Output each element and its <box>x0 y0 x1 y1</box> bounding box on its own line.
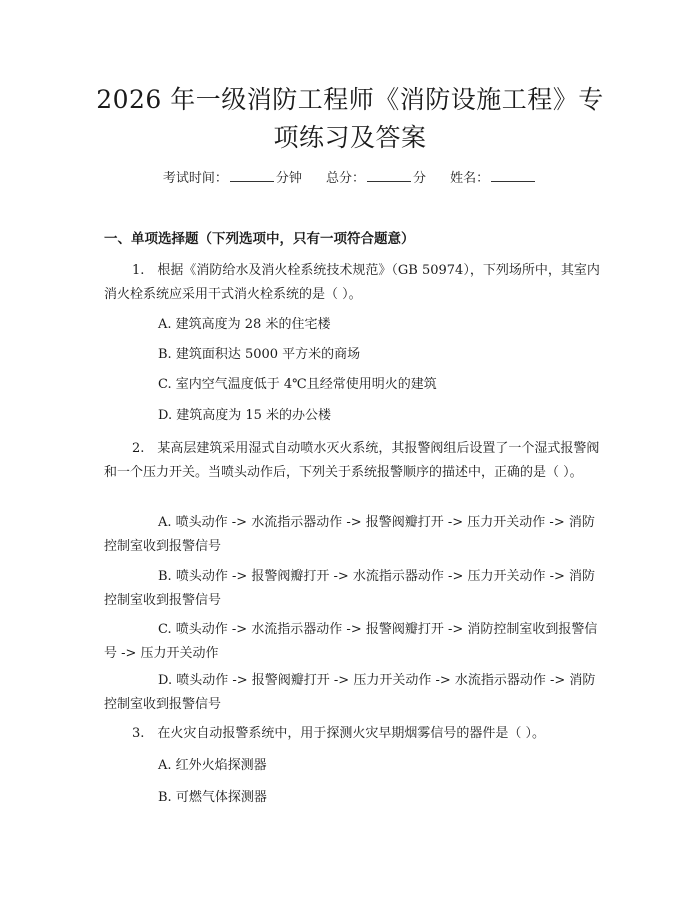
question-option: C. 室内空气温度低于 4℃且经常使用明火的建筑 <box>158 377 437 392</box>
question-option: D. 喷头动作 -> 报警阀瓣打开 -> 压力开关动作 -> 水流指示器动作 -> 消防控制室收到报警信号 <box>104 673 596 712</box>
question-option: B. 建筑面积达 5000 平方米的商场 <box>158 347 361 362</box>
exam-name-field <box>450 168 537 189</box>
question-option: A. 建筑高度为 28 米的住宅楼 <box>158 317 331 332</box>
exam-time-unit: 分钟 <box>275 171 302 186</box>
exam-score-field <box>326 168 426 189</box>
exam-name-blank <box>491 168 535 182</box>
exam-time-field <box>163 168 302 189</box>
question-option: A. 红外火焰探测器 <box>158 758 267 773</box>
question-option: B. 可燃气体探测器 <box>158 790 267 805</box>
exam-score-label: 总分： <box>325 171 365 186</box>
question-stem: 3. 在火灾自动报警系统中，用于探测火灾早期烟雾信号的器件是（ ）。 <box>132 726 546 741</box>
exam-time-label: 考试时间： <box>162 171 228 186</box>
exam-meta-line <box>0 168 700 189</box>
question-stem: 1. 根据《消防给水及消火栓系统技术规范》（GB 50974），下列场所中，其室内消火栓系统应采用干式消火栓系统的是（ ）。 <box>104 263 600 302</box>
exam-time-blank <box>230 168 274 182</box>
question-option: A. 喷头动作 -> 水流指示器动作 -> 报警阀瓣打开 -> 压力开关动作 -> 消防控制室收到报警信号 <box>104 515 595 554</box>
document-title-line-1: 2026 年一级消防工程师《消防设施工程》专 <box>96 85 604 114</box>
question-option: C. 喷头动作 -> 水流指示器动作 -> 报警阀瓣打开 -> 消防控制室收到报警信号 -> 压力开关动作 <box>104 622 598 661</box>
question-option: B. 喷头动作 -> 报警阀瓣打开 -> 水流指示器动作 -> 压力开关动作 -> 消防控制室收到报警信号 <box>104 569 596 608</box>
section-heading: 一、单项选择题（下列选项中，只有一项符合题意） <box>104 231 415 247</box>
exam-score-unit: 分 <box>413 171 427 186</box>
question-stem: 2. 某高层建筑采用湿式自动喷水灭火系统，其报警阀组后设置了一个湿式报警阀和一个压力开关。当喷头动作后，下列关于系统报警顺序的描述中，正确的是（ ）。 <box>104 441 600 480</box>
question-option: D. 建筑高度为 15 米的办公楼 <box>158 408 332 423</box>
exam-name-label: 姓名： <box>450 171 490 186</box>
exam-score-blank <box>367 168 411 182</box>
document-title-line-2: 项练习及答案 <box>273 123 427 152</box>
